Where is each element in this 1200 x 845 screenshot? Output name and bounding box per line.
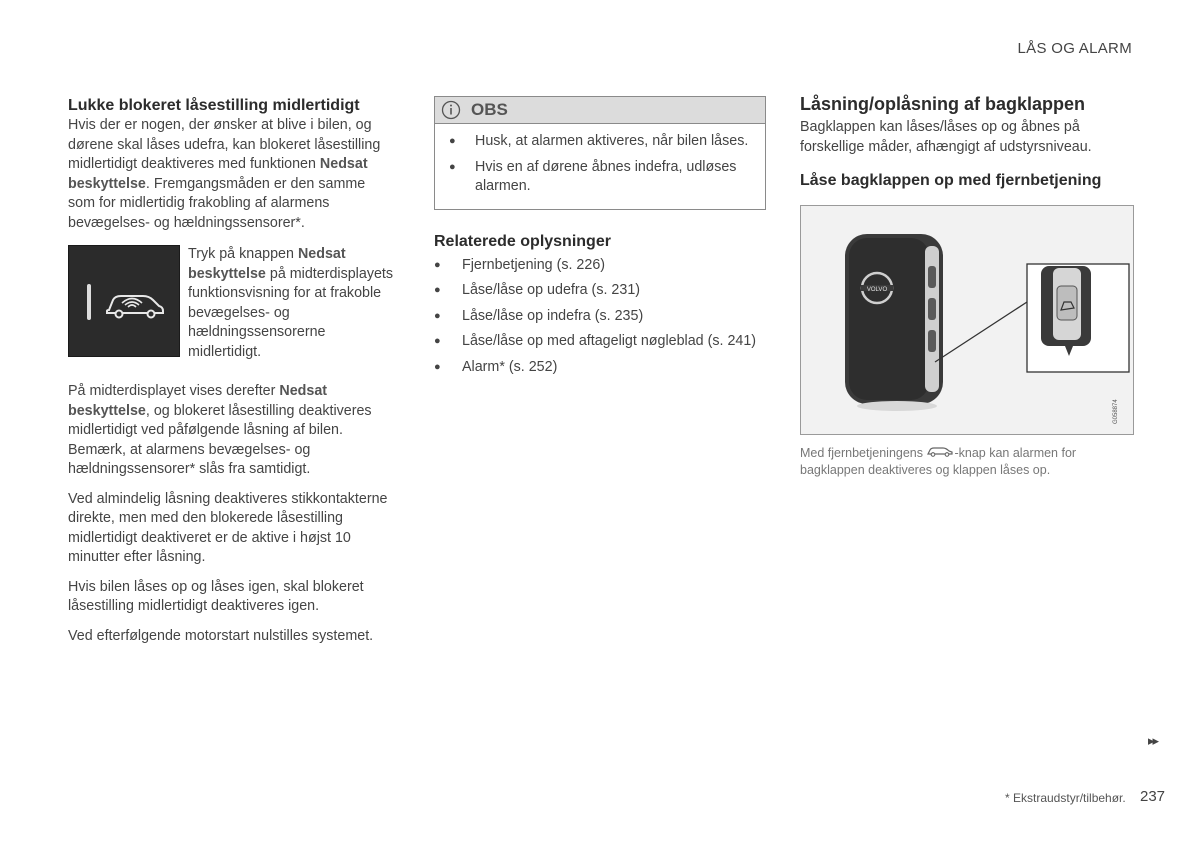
button-indicator-bar <box>87 284 91 320</box>
bullet: ● <box>434 309 441 322</box>
related-link[interactable]: Låse/låse op med aftageligt nøgleblad (s. 241) <box>462 333 757 349</box>
inset-text-b: på midterdisplayets funktionsvisning for at frakoble bevægelses- og hældningssensorerne midlertidigt. <box>188 265 394 360</box>
paragraph-1 <box>68 116 396 233</box>
paragraph-3: Ved almindelig låsning deaktiveres stikkontakterne direkte, men med den blokerede låsestilling midlertidigt deaktiveret er de aktive i højst 10 minutter efter låsning. <box>68 490 388 565</box>
bullet: ● <box>434 335 441 347</box>
figure-caption <box>800 445 1134 479</box>
column-left <box>68 96 396 656</box>
obs-header <box>435 97 765 124</box>
related-item[interactable] <box>434 332 766 352</box>
list-item <box>449 158 755 197</box>
column-right <box>800 94 1134 479</box>
caption-text-a: Med fjernbetjeningens <box>800 446 927 460</box>
p2-highlight: Nedsat beskyttelse <box>68 383 328 419</box>
remote-key-figure <box>800 205 1134 435</box>
subheading-remote: Låse bagklappen op med fjernbetjening <box>800 172 1102 189</box>
obs-item-text: Husk, at alarmen aktiveres, når bilen låses. <box>475 133 749 149</box>
related-item[interactable] <box>434 358 766 378</box>
paragraph-4: Hvis bilen låses op og låses igen, skal blokeret låsestilling midlertidigt deaktiveres igen. <box>68 578 364 614</box>
key-brand-text: VOLVO <box>866 287 888 293</box>
obs-title: OBS <box>471 100 508 119</box>
p1-highlight: Nedsat beskyttelse <box>68 156 368 192</box>
related-link[interactable]: Låse/låse op indefra (s. 235) <box>462 307 644 324</box>
paragraph-5: Ved efterfølgende motorstart nulstilles systemet. <box>68 627 374 644</box>
p2-text-end: , og blokeret låsestilling deaktiveres midlertidigt ved påfølgende låsning af bilen. Bemærk, at alarmens bevægelses- og hældningssensorer* slås fra samtidigt. <box>68 402 372 477</box>
column-middle <box>434 96 766 383</box>
info-icon <box>441 100 461 120</box>
inset-text <box>188 245 396 362</box>
car-tailgate-icon <box>926 445 954 462</box>
related-list <box>434 256 766 378</box>
bullet: ● <box>434 258 441 271</box>
next-page-marker: ▸▸ <box>1148 733 1158 748</box>
related-item[interactable] <box>434 256 766 276</box>
obs-item-text: Hvis en af dørene åbnes indefra, udløses alarmen. <box>475 158 737 194</box>
related-item[interactable] <box>434 307 766 327</box>
list-item <box>449 132 755 152</box>
caption-text-b: -knap kan alarmen for bagklappen deaktiveres og klappen låses op. <box>800 446 1077 478</box>
related-heading: Relaterede oplysninger <box>434 232 611 250</box>
section-header: LÅS OG ALARM <box>1017 40 1132 57</box>
inset-highlight: Nedsat beskyttelse <box>188 246 346 282</box>
remote-key-illustration <box>801 206 1133 434</box>
obs-body <box>435 124 765 209</box>
button-inset <box>68 245 396 362</box>
figure-code: G058874 <box>1113 399 1119 424</box>
bullet: ● <box>434 360 441 373</box>
bullet: ● <box>449 160 456 173</box>
related-item[interactable] <box>434 281 766 301</box>
tailgate-intro: Bagklappen kan låses/låses op og åbnes på forskellige måder, afhængigt af udstyrsniveau. <box>800 119 1092 155</box>
page-number: 237 <box>1140 788 1166 805</box>
p2-text: På midterdisplayet vises derefter <box>68 383 280 399</box>
reduced-guard-button-image <box>68 245 180 357</box>
paragraph-2 <box>68 382 396 480</box>
related-link[interactable]: Fjernbetjening (s. 226) <box>462 256 606 273</box>
related-link[interactable]: Låse/låse op udefra (s. 231) <box>462 282 641 298</box>
bullet: ● <box>449 135 456 147</box>
heading-tailgate: Låsning/oplåsning af bagklappen <box>800 94 1086 114</box>
footnote: * Ekstraudstyr/tilbehør. <box>1005 791 1126 805</box>
obs-note-box <box>434 96 766 210</box>
inset-text-a: Tryk på knappen <box>188 246 298 262</box>
heading-temp-lock: Lukke blokeret låsestilling midlertidigt <box>68 97 360 114</box>
p1-text-end: . Fremgangsmåden er den samme som for midlertidig frakobling af alarmens bevægelses- og hældningssensorer*. <box>68 175 366 231</box>
car-guard-icon <box>103 284 167 320</box>
p1-text: Hvis der er nogen, der ønsker at blive i bilen, og dørene skal låses udefra, kan blokeret låsestilling midlertidigt deaktiveres med funktionen <box>68 117 381 172</box>
bullet: ● <box>434 284 441 296</box>
related-link[interactable]: Alarm* (s. 252) <box>462 358 558 375</box>
